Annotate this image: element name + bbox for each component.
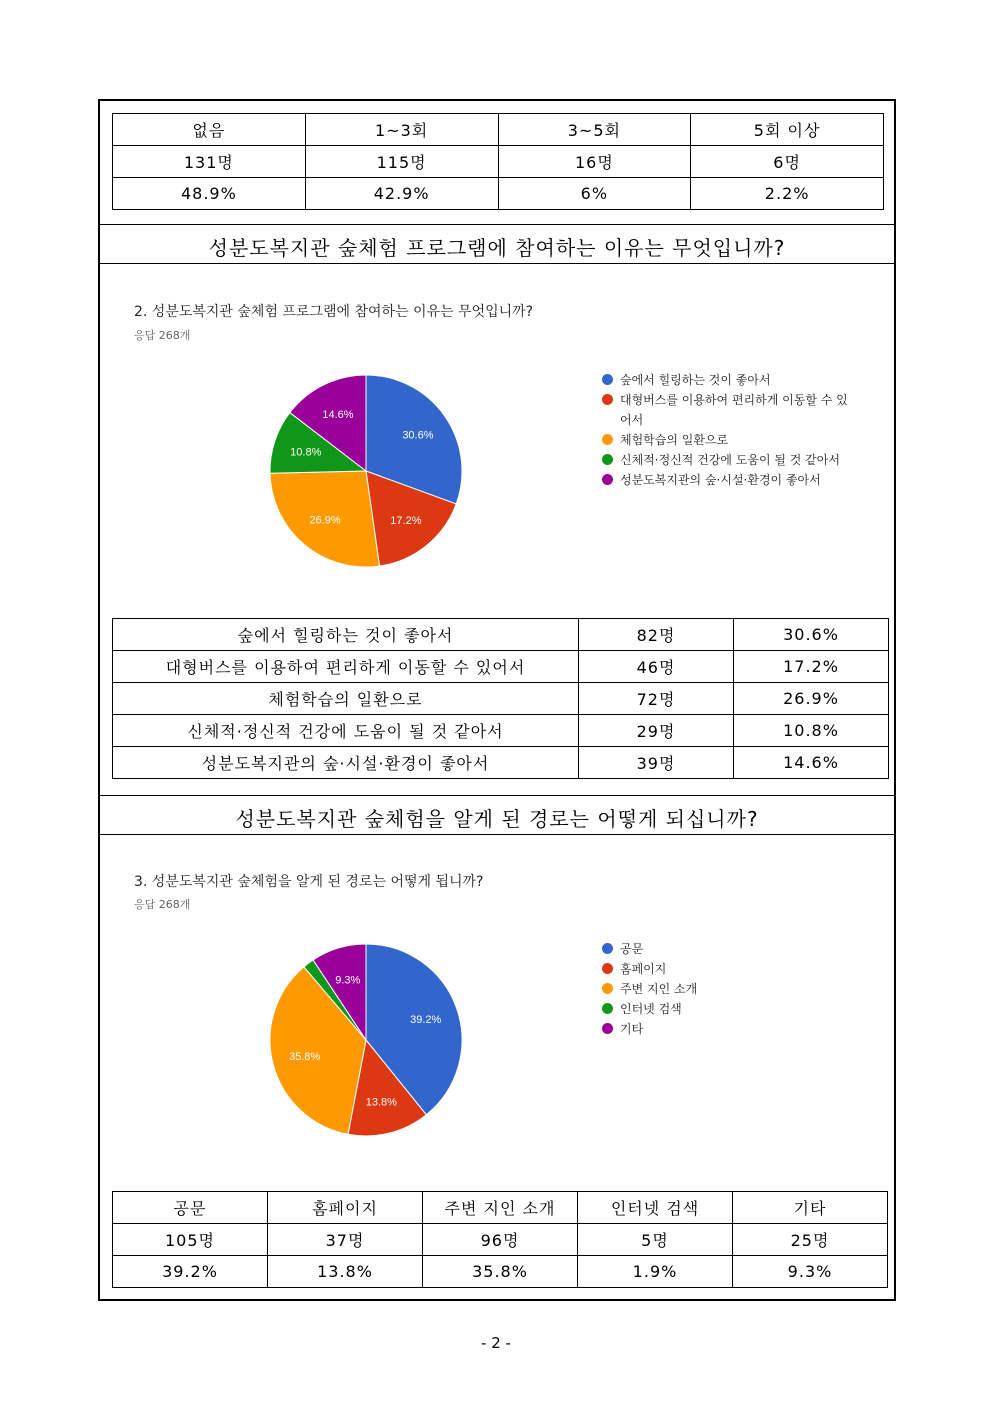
legend-item: [602, 1019, 856, 1039]
page-number: - 2 -: [481, 1334, 511, 1352]
legend-label: 인터넷 검색: [620, 1002, 682, 1016]
table-cell: 46명: [579, 651, 734, 683]
legend-item: [602, 470, 856, 490]
legend-item: [602, 430, 856, 450]
table-cell: 131명: [113, 146, 306, 178]
divider: [100, 834, 894, 835]
legend-dot-icon: [602, 963, 613, 974]
legend-label: 숲에서 힐링하는 것이 좋아서: [620, 373, 771, 387]
legend-item: [602, 450, 856, 470]
legend-label: 성분도복지관의 숲·시설·환경이 좋아서: [620, 473, 821, 487]
table-row: [113, 178, 884, 210]
pie-data-label: 35.8%: [289, 1051, 321, 1064]
divider: [100, 795, 894, 796]
table-cell: 82명: [579, 619, 734, 651]
form-question-title: 2. 성분도복지관 숲체험 프로그램에 참여하는 이유는 무엇입니까?: [134, 304, 534, 320]
table-cell: 없음: [113, 114, 306, 146]
table-cell: 48.9%: [113, 178, 306, 210]
chart-legend-reasons: [602, 370, 856, 490]
table-cell: 성분도복지관의 숲·시설·환경이 좋아서: [113, 747, 579, 779]
legend-dot-icon: [602, 1003, 613, 1014]
table-cell: 대형버스를 이용하여 편리하게 이동할 수 있어서: [113, 651, 579, 683]
pie-chart-route: [268, 942, 464, 1138]
response-count: 응답 268개: [134, 898, 191, 911]
visit-count-table: [112, 113, 884, 210]
table-row: [113, 114, 884, 146]
table-row: [113, 715, 889, 747]
response-count: 응답 268개: [134, 329, 191, 342]
table-cell: 35.8%: [423, 1256, 578, 1288]
table-cell: 14.6%: [734, 747, 889, 779]
table-cell: 96명: [423, 1224, 578, 1256]
table-cell: 공문: [113, 1192, 268, 1224]
table-cell: 72명: [579, 683, 734, 715]
table-cell: 17.2%: [734, 651, 889, 683]
pie-data-label: 9.3%: [335, 974, 361, 987]
route-table: [112, 1191, 888, 1288]
table-cell: 9.3%: [733, 1256, 888, 1288]
legend-item: [602, 390, 856, 430]
table-row: [113, 619, 889, 651]
legend-label: 체험학습의 일환으로: [620, 433, 729, 447]
table-cell: 39명: [579, 747, 734, 779]
table-cell: 16명: [498, 146, 691, 178]
legend-item: [602, 959, 856, 979]
table-cell: 105명: [113, 1224, 268, 1256]
table-row: [113, 651, 889, 683]
pie-data-label: 17.2%: [390, 515, 422, 528]
pie-chart-reasons: [268, 373, 464, 569]
section-heading-route: 성분도복지관 숲체험을 알게 된 경로는 어떻게 되십니까?: [235, 807, 759, 831]
table-cell: 주변 지인 소개: [423, 1192, 578, 1224]
divider: [100, 263, 894, 264]
table-cell: 인터넷 검색: [578, 1192, 733, 1224]
table-cell: 3~5회: [498, 114, 691, 146]
legend-label: 대형버스를 이용하여 편리하게 이동할 수 있어서: [620, 393, 848, 427]
table-cell: 1.9%: [578, 1256, 733, 1288]
table-cell: 115명: [305, 146, 498, 178]
legend-dot-icon: [602, 434, 613, 445]
legend-label: 공문: [620, 942, 644, 956]
legend-dot-icon: [602, 474, 613, 485]
table-cell: 홈페이지: [268, 1192, 423, 1224]
reasons-table: [112, 618, 889, 779]
legend-label: 홈페이지: [620, 962, 667, 976]
pie-data-label: 39.2%: [410, 1013, 442, 1026]
form-question-title: 3. 성분도복지관 숲체험을 알게 된 경로는 어떻게 됩니까?: [134, 874, 484, 890]
chart-legend-route: [602, 939, 856, 1039]
table-row: [113, 1224, 888, 1256]
legend-item: [602, 999, 856, 1019]
table-row: [113, 146, 884, 178]
legend-label: 신체적·정신적 건강에 도움이 될 것 같아서: [620, 453, 840, 467]
table-cell: 2.2%: [691, 178, 884, 210]
table-cell: 37명: [268, 1224, 423, 1256]
table-row: [113, 1256, 888, 1288]
table-cell: 기타: [733, 1192, 888, 1224]
table-cell: 42.9%: [305, 178, 498, 210]
legend-dot-icon: [602, 374, 613, 385]
section-heading-reasons: 성분도복지관 숲체험 프로그램에 참여하는 이유는 무엇입니까?: [208, 236, 786, 260]
page-frame: [98, 99, 896, 1301]
table-cell: 10.8%: [734, 715, 889, 747]
table-cell: 26.9%: [734, 683, 889, 715]
table-cell: 39.2%: [113, 1256, 268, 1288]
pie-data-label: 26.9%: [309, 514, 341, 527]
pie-data-label: 14.6%: [322, 409, 354, 422]
table-cell: 13.8%: [268, 1256, 423, 1288]
pie-data-label: 30.6%: [402, 429, 434, 442]
legend-label: 주변 지인 소개: [620, 982, 698, 996]
pie-data-label: 10.8%: [290, 446, 322, 459]
table-cell: 6%: [498, 178, 691, 210]
table-cell: 29명: [579, 715, 734, 747]
legend-dot-icon: [602, 454, 613, 465]
legend-dot-icon: [602, 943, 613, 954]
legend-dot-icon: [602, 1023, 613, 1034]
legend-item: [602, 370, 856, 390]
table-cell: 30.6%: [734, 619, 889, 651]
table-cell: 5회 이상: [691, 114, 884, 146]
divider: [100, 224, 894, 225]
legend-item: [602, 939, 856, 959]
table-cell: 신체적·정신적 건강에 도움이 될 것 같아서: [113, 715, 579, 747]
table-cell: 1~3회: [305, 114, 498, 146]
table-cell: 6명: [691, 146, 884, 178]
pie-data-label: 13.8%: [365, 1096, 397, 1109]
legend-dot-icon: [602, 394, 613, 405]
table-row: [113, 683, 889, 715]
table-row: [113, 1192, 888, 1224]
table-row: [113, 747, 889, 779]
table-cell: 숲에서 힐링하는 것이 좋아서: [113, 619, 579, 651]
legend-dot-icon: [602, 983, 613, 994]
table-cell: 체험학습의 일환으로: [113, 683, 579, 715]
legend-item: [602, 979, 856, 999]
table-cell: 25명: [733, 1224, 888, 1256]
table-cell: 5명: [578, 1224, 733, 1256]
legend-label: 기타: [620, 1022, 644, 1036]
